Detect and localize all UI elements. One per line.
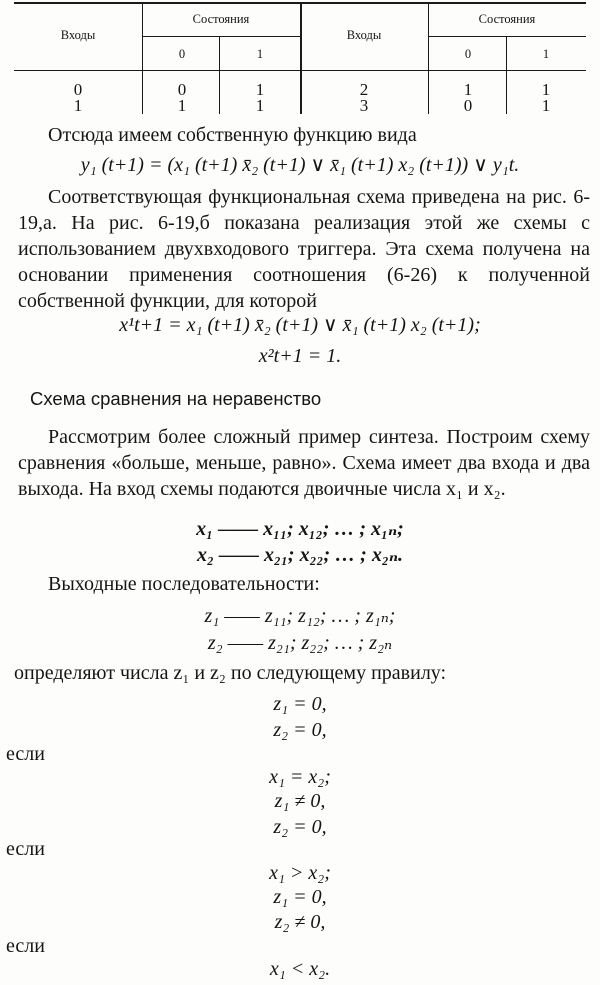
if-label: если <box>6 743 45 765</box>
header-states-right: Состояния <box>478 12 536 26</box>
header-states-left: Состояния <box>192 12 250 26</box>
header-inputs-right: Входы <box>346 28 382 42</box>
condition: z₂ ≠ 0, <box>274 911 326 933</box>
table-cell: 1 <box>541 96 551 115</box>
condition: x₁ > x₂; <box>269 862 331 884</box>
table-vline <box>506 37 507 114</box>
equation: y₁ (t+1) = (x₁ (t+1) x̄₂ (t+1) ∨ x̄₁ (t+1) x₂ (t+1)) ∨ y₁t. <box>80 154 520 176</box>
header-inputs-left: Входы <box>60 28 96 42</box>
paragraph: определяют числа z₁ и z₂ по следующему правилу: <box>14 662 447 684</box>
paragraph: Выходные последовательности: <box>48 573 320 595</box>
table-cell: 0 <box>177 80 187 99</box>
table-vline <box>219 37 220 114</box>
equation: z₂ —— z₂₁; z₂₂; … ; z₂ₙ <box>207 632 393 654</box>
table-cell: 1 <box>255 96 265 115</box>
table-subheader-rule <box>142 36 300 37</box>
equation: x²t+1 = 1. <box>258 345 342 367</box>
condition: x₁ = x₂; <box>269 766 331 788</box>
paragraph: Рассмотрим более сложный пример синтеза. Построим схему сравнения «больше, меньше, равно». Схема имеет два входа и два выхода. На вход схемы подаются двоичные числа x₁ и x₂. <box>18 426 590 500</box>
header-state-1: 1 <box>256 47 264 61</box>
table-subheader-rule <box>428 36 586 37</box>
equation: x¹t+1 = x₁ (t+1) x̄₂ (t+1) ∨ x̄₁ (t+1) x₂ (t+1); <box>119 314 481 336</box>
section-heading: Схема сравнения на неравенство <box>30 388 322 409</box>
header-state-1: 1 <box>542 47 550 61</box>
table-cell: 0 <box>73 80 83 99</box>
condition: z₁ ≠ 0, <box>274 790 326 812</box>
condition: z₁ = 0, <box>273 886 327 908</box>
table-cell: 0 <box>463 96 473 115</box>
condition: z₂ = 0, <box>273 719 327 741</box>
table-cell: 1 <box>73 96 83 115</box>
header-state-0: 0 <box>178 47 186 61</box>
if-label: если <box>6 935 45 957</box>
equation: x₁ —— x₁₁; x₁₂; … ; x₁ₙ; <box>196 518 404 540</box>
paragraph: Соответствующая функциональная схема приведена на рис. 6-19,а. На рис. 6-19,б показана реализация этой же схемы с использованием двухвходового триггера. Эта схема получена на основании применения соотношения (6-26) к полученной собственной функции, для которой <box>18 186 590 312</box>
table-cell: 1 <box>255 80 265 99</box>
table-cell: 1 <box>463 80 473 99</box>
equation: x₂ —— x₂₁; x₂₂; … ; x₂ₙ. <box>197 544 403 566</box>
condition: x₁ < x₂. <box>269 958 331 980</box>
table-cell: 1 <box>177 96 187 115</box>
header-state-0: 0 <box>464 47 472 61</box>
table-cell: 1 <box>541 80 551 99</box>
table-divider <box>300 2 302 114</box>
state-table <box>14 2 586 114</box>
condition: z₁ = 0, <box>273 693 327 715</box>
table-cell: 3 <box>359 96 369 115</box>
if-label: если <box>6 838 45 860</box>
table-cell: 2 <box>359 80 369 99</box>
condition: z₂ = 0, <box>273 816 327 838</box>
paragraph: Отсюда имеем собственную функцию вида <box>48 124 417 146</box>
equation: z₁ —— z₁₁; z₁₂; … ; z₁ₙ; <box>204 605 396 627</box>
